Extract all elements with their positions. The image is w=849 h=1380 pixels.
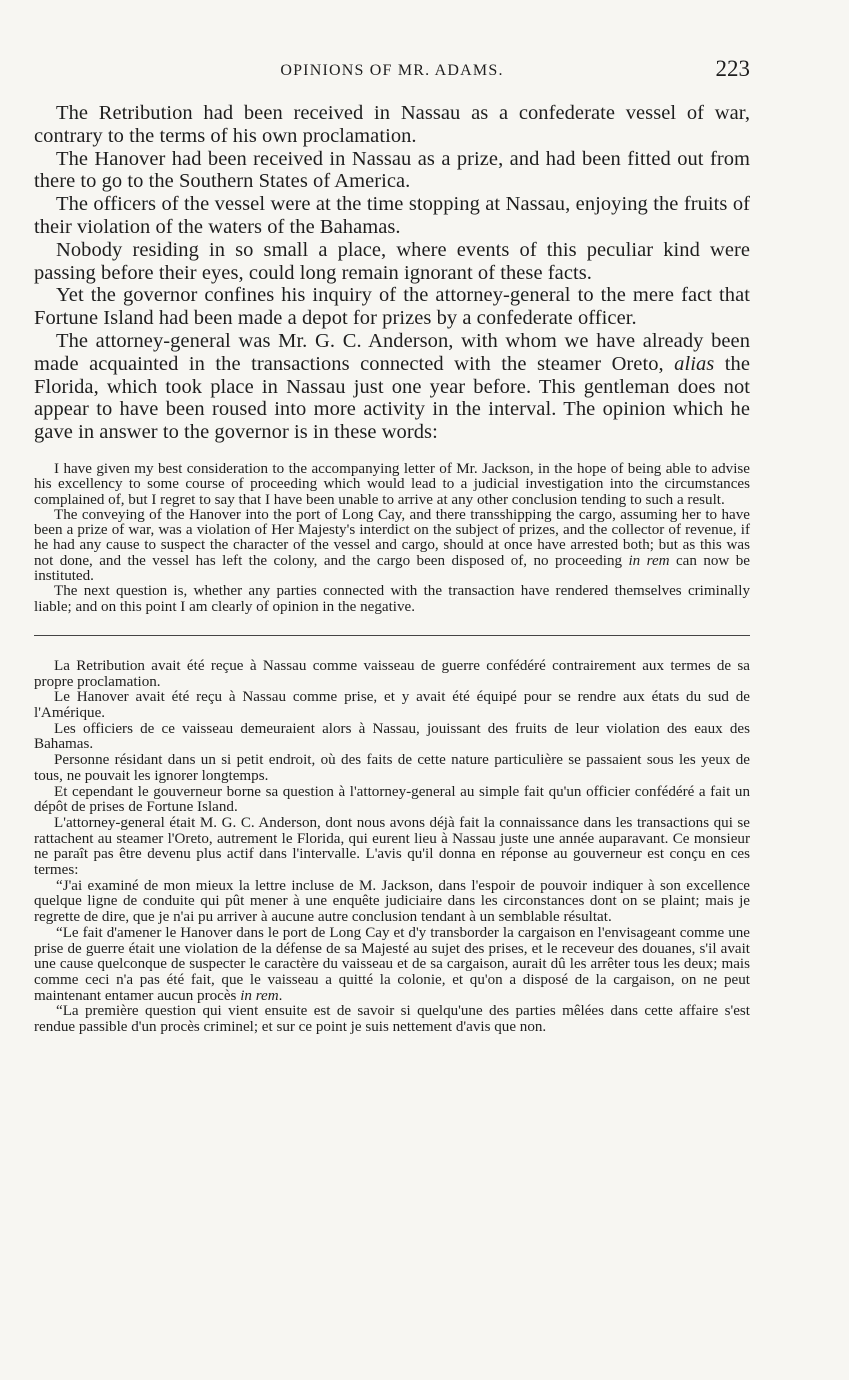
attorney-general-opinion-quote (34, 462, 750, 615)
french-paragraph-5: Et cependant le gouverneur borne sa question à l'attorney-general au simple fait qu'un officier confédéré a fait un dépôt de prises de Fortune Island. (34, 783, 750, 816)
french-paragraph-3: Les officiers de ce vaisseau demeuraient alors à Nassau, jouissant des fruits de leur violation des eaux des Bahamas. (34, 720, 750, 753)
running-head (34, 56, 750, 86)
french-paragraph-6: L'attorney-general était M. G. C. Anderson, dont nous avons déjà fait la connaissance dans les transactions qui se rattachent au steamer l'Oreto, autrement le Florida, qui eurent lieu à Nassau juste une année auparavant. Ce monsieur ne paraît pas être devenu plus actif dans l'intervalle. L'avis qu'il donna en réponse au gouverneur est conçu en ces termes: (34, 814, 750, 879)
book-page (34, 56, 750, 1036)
quote-paragraph-3: The next question is, whether any parties connected with the transaction have rendered themselves criminally liable; and on this point I am clearly of opinion in the negative. (34, 583, 750, 615)
section-divider (34, 635, 750, 636)
french-paragraph-4: Personne résidant dans un si petit endroit, où des faits de cette nature particulière se passaient sous les yeux de tous, ne pouvait les ignorer longtemps. (34, 752, 750, 784)
french-translation (34, 659, 750, 1036)
paragraph-attorney-general-part-2: the Florida, which took place in Nassau just one year before. This gentleman does not appear to have been roused into more activity in the interval. The opinion which he gave in answer to the governor is in these words: (34, 352, 750, 444)
french-quote-paragraph-2 (34, 926, 750, 1005)
french-paragraph-1: La Retribution avait été reçue à Nassau comme vaisseau de guerre confédéré contrairement aux termes de sa propre proclamation. (34, 657, 750, 690)
quote-paragraph-2-part-1: The conveying of the Hanover into the port of Long Cay, and there transshipping the cargo, assuming her to have been a prize of war, was a violation of Her Majesty's interdict on the subject of prizes, and the collector of revenue, if he had any cause to suspect the character of the vessel and cargo, should at once have arrested both; but as this was not done, and the vessel has left the colony, and the cargo been disposed of, no proceeding (34, 506, 750, 569)
french-quote-paragraph-3: “La première question qui vient ensuite est de savoir si quelqu'une des parties mêlées dans cette affaire s'est rendue passible d'un procès criminel; et sur ce point je suis nettement d'avis que non. (34, 1003, 750, 1036)
in-rem-phrase: in rem (628, 552, 670, 569)
quote-paragraph-2-part-2: can now be instituted. (34, 552, 750, 585)
main-text (34, 102, 750, 444)
french-quote-paragraph-2-part-1: “Le fait d'amener le Hanover dans le port de Long Cay et d'y transborder la cargaison en l'envisageant comme une prise de guerre était une violation de la défense de sa Majesté au sujet des prises, et le receveur des douanes, s'il avait une cause quelconque de suspecter le caractère du vaisseau et de sa cargaison, aurait dû les arrêter tous les deux; mais comme ceci n'a pas été fait, que le vaisseau a quitté la colonie, et qu'on a disposé de la cargaison, on ne peut maintenant entamer aucun procès (34, 924, 750, 1004)
alias-word: alias (674, 352, 715, 375)
paragraph-attorney-general-part-1: The attorney-general was Mr. G. C. Anderson, with whom we have already been made acquainted in the transactions connected with the steamer Oreto, (34, 329, 750, 375)
paragraph-nobody: Nobody residing in so small a place, where events of this peculiar kind were passing before their eyes, could long remain ignorant of these facts. (34, 238, 750, 284)
paragraph-governor: Yet the governor confines his inquiry of the attorney-general to the mere fact that Fortune Island had been made a depot for prizes by a confederate officer. (34, 284, 750, 330)
paragraph-officers: The officers of the vessel were at the time stopping at Nassau, enjoying the fruits of their violation of the waters of the Bahamas. (34, 193, 750, 238)
page-number: 223 (715, 56, 750, 81)
running-title: OPINIONS OF MR. ADAMS. (280, 62, 504, 79)
quote-paragraph-2 (34, 508, 750, 584)
paragraph-hanover: The Hanover had been received in Nassau as a prize, and had been fitted out from there to go to the Southern States of America. (34, 147, 750, 193)
french-quote-paragraph-1: “J'ai examiné de mon mieux la lettre incluse de M. Jackson, dans l'espoir de pouvoir indiquer à son excellence quelque ligne de conduite qui pût mener à une enquête judiciaire dans les circonstances dont on se plaint; mais je regrette de dire, que je n'ai pu arriver à aucune autre conclusion tendant à un semblable résultat. (34, 877, 750, 926)
quote-paragraph-1: I have given my best consideration to the accompanying letter of Mr. Jackson, in the hope of being able to advise his excellency to some course of proceeding which would lead to a judicial investigation into the circumstances complained of, but I regret to say that I have been unable to arrive at any other conclusion tending to such a result. (34, 460, 750, 508)
paragraph-retribution: The Retribution had been received in Nassau as a confederate vessel of war, contrary to the terms of his own proclamation. (34, 102, 750, 147)
french-paragraph-2: Le Hanover avait été reçu à Nassau comme prise, et y avait été équipé pour se rendre aux états du sud de l'Amérique. (34, 689, 750, 722)
french-quote-paragraph-2-part-2: . (278, 987, 283, 1004)
french-in-rem-phrase: in rem (240, 987, 279, 1004)
paragraph-attorney-general (34, 330, 750, 444)
